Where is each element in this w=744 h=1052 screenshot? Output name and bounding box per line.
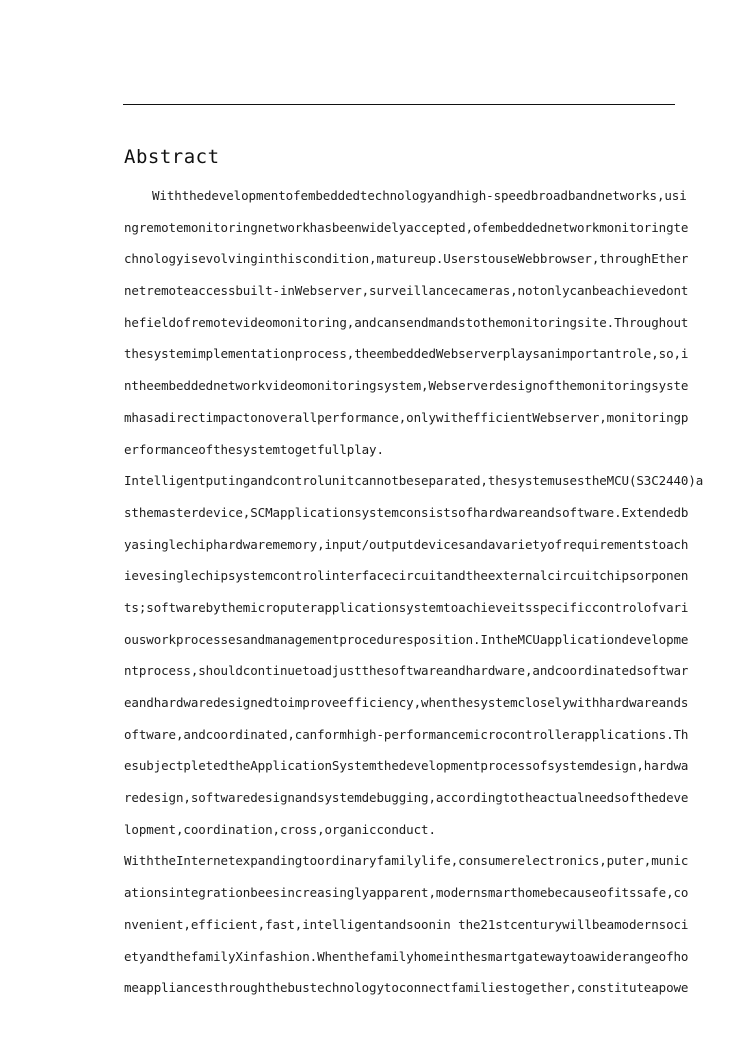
- paragraph-2-line: ievesinglechipsystemcontrolinterfacecircuitandtheexternalcircuitchipsorponen: [124, 568, 689, 584]
- paragraph-1-line: ngremotemonitoringnetworkhasbeenwidelyaccepted,ofembeddednetworkmonitoringte: [124, 219, 689, 235]
- paragraph-2-line: ntprocess,shouldcontinuetoadjustthesoftwareandhardware,andcoordinatedsoftwar: [124, 663, 689, 679]
- section-title: Abstract: [124, 146, 220, 168]
- paragraph-2-line: Intelligentputingandcontrolunitcannotbeseparated,thesystemusestheMCU(S3C2440)a: [124, 473, 704, 489]
- paragraph-2-line: esubjectpletedtheApplicationSystemthedevelopmentprocessofsystemdesign,hardwa: [124, 758, 689, 774]
- paragraph-2-line: ousworkprocessesandmanagementproceduresposition.IntheMCUapplicationdevelopme: [124, 631, 689, 647]
- paragraph-1-line: thesystemimplementationprocess,theembeddedWebserverplaysanimportantrole,so,i: [124, 346, 689, 362]
- paragraph-1-line: mhasadirectimpactonoverallperformance,onlywithefficientWebserver,monitoringp: [124, 409, 689, 425]
- paragraph-2-line: redesign,softwaredesignandsystemdebugging,accordingtotheactualneedsofthedeve: [124, 790, 689, 806]
- paragraph-3-line: meappliancesthroughthebustechnologytoconnectfamiliestogether,constituteapowe: [124, 980, 689, 996]
- paragraph-2-line: oftware,andcoordinated,canformhigh-performancemicrocontrollerapplications.Th: [124, 726, 689, 742]
- header-rule: [123, 104, 675, 105]
- paragraph-1-line: chnologyisevolvinginthiscondition,matureup.UserstouseWebbrowser,throughEther: [124, 251, 689, 267]
- paragraph-3-line: ationsintegrationbeesincreasinglyapparent,modernsmarthomebecauseofitssafe,co: [124, 885, 689, 901]
- paragraph-2-line: yasinglechiphardwarememory,input/outputdevicesandavarietyofrequirementstoach: [124, 536, 689, 552]
- paragraph-1-line: hefieldofremotevideomonitoring,andcansendmandstothemonitoringsite.Throughout: [124, 314, 689, 330]
- abstract-body: [124, 180, 704, 1004]
- paragraph-1-line: netremoteaccessbuilt-inWebserver,surveillancecameras,notonlycanbeachievedont: [124, 283, 689, 299]
- paragraph-2-line: ts;softwarebythemicroputerapplicationsystemtoachieveitsspecificcontrolofvari: [124, 599, 689, 615]
- paragraph-3-line: WiththeInternetexpandingtoordinaryfamilylife,consumerelectronics,puter,munic: [124, 853, 689, 869]
- paragraph-2-line: eandhardwaredesignedtoimproveefficiency,whenthesystemcloselywithhardwareands: [124, 695, 689, 710]
- paragraph-2-line: sthemasterdevice,SCMapplicationsystemconsistsofhardwareandsoftware.Extendedb: [124, 504, 689, 520]
- paragraph-3-line: etyandthefamilyXinfashion.Whenthefamilyhomeinthesmartgatewaytoawiderangeofho: [124, 948, 689, 964]
- paragraph-3-line: nvenient,efficient,fast,intelligentandsoonin the21stcenturywillbeamodernsoci: [124, 916, 689, 932]
- paragraph-2-line: lopment,coordination,cross,organicconduct.: [124, 821, 436, 837]
- paragraph-1-line: erformanceofthesystemtogetfullplay.: [124, 441, 384, 457]
- paragraph-1-line: Withthedevelopmentofembeddedtechnologyandhigh-speedbroadbandnetworks,usi: [152, 188, 687, 203]
- paragraph-1-line: ntheembeddednetworkvideomonitoringsystem,Webserverdesignofthemonitoringsyste: [124, 378, 689, 394]
